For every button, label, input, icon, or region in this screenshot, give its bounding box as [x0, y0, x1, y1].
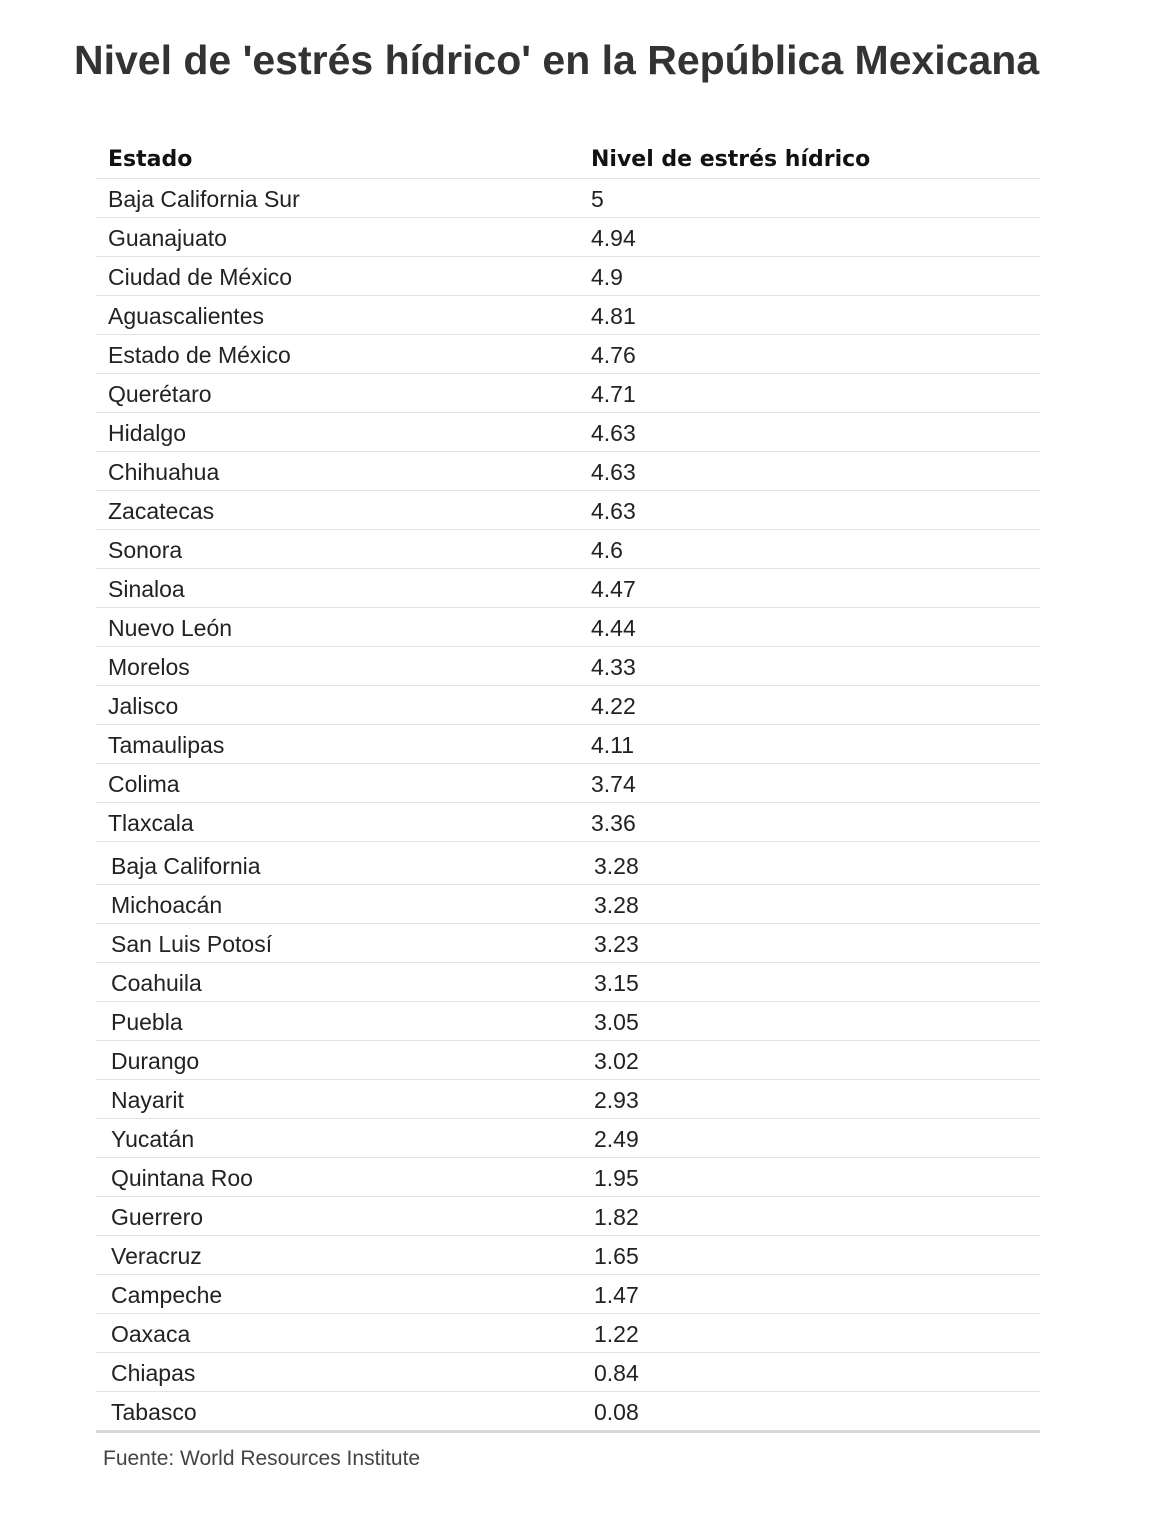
stress-level-value: 2.49 [594, 1126, 639, 1152]
table-row [96, 374, 1040, 413]
state-name: Colima [108, 771, 180, 797]
table-row [96, 1314, 1040, 1353]
state-name: Sonora [108, 537, 183, 563]
state-name: Yucatán [111, 1126, 195, 1152]
table-row [96, 413, 1040, 452]
table-row [96, 257, 1040, 296]
stress-level-value: 4.81 [591, 303, 636, 329]
stress-level-value: 4.6 [591, 537, 623, 563]
source-note: Fuente: World Resources Institute [103, 1447, 421, 1470]
table-row [96, 1158, 1040, 1197]
state-name: Tlaxcala [108, 810, 194, 836]
stress-level-value: 4.63 [591, 459, 636, 485]
state-name: Baja California [111, 853, 261, 879]
stress-level-value: 1.65 [594, 1243, 639, 1269]
table-body [96, 179, 1040, 1433]
table-row [96, 452, 1040, 491]
table-row [96, 1080, 1040, 1119]
state-name: Tamaulipas [108, 732, 225, 758]
table-row [96, 1041, 1040, 1080]
stress-level-value: 4.33 [591, 654, 636, 680]
table-row [96, 803, 1040, 842]
state-name: Tabasco [111, 1399, 197, 1425]
table-row [96, 179, 1040, 218]
table-row [96, 924, 1040, 963]
stress-level-value: 1.82 [594, 1204, 639, 1230]
state-name: Nayarit [111, 1087, 184, 1113]
table-row [96, 686, 1040, 725]
table-row [96, 608, 1040, 647]
table-row [96, 647, 1040, 686]
table-row [96, 1119, 1040, 1158]
state-name: Veracruz [111, 1243, 202, 1269]
state-name: Jalisco [108, 693, 179, 719]
table-row [96, 842, 1040, 885]
stress-level-value: 3.74 [591, 771, 636, 797]
state-name: Morelos [108, 654, 190, 680]
state-name: Coahuila [111, 970, 202, 996]
table-row [96, 1197, 1040, 1236]
state-name: Hidalgo [108, 420, 186, 446]
state-name: Estado de México [108, 342, 291, 368]
state-name: Michoacán [111, 892, 223, 918]
stress-level-value: 3.05 [594, 1009, 639, 1035]
state-name: Durango [111, 1048, 200, 1074]
stress-level-value: 5 [591, 186, 604, 212]
state-name: Guerrero [111, 1204, 204, 1230]
stress-level-value: 3.02 [594, 1048, 639, 1074]
table-row [96, 764, 1040, 803]
stress-level-value: 3.28 [594, 892, 639, 918]
table-row [96, 963, 1040, 1002]
stress-level-value: 4.94 [591, 225, 636, 251]
stress-level-value: 0.08 [594, 1399, 639, 1425]
stress-level-value: 4.47 [591, 576, 636, 602]
table-row [96, 885, 1040, 924]
page-title: Nivel de 'estrés hídrico' en la República Mexicana [74, 37, 1040, 83]
table-row [96, 569, 1040, 608]
state-name: Guanajuato [108, 225, 227, 251]
column-header-level: Nivel de estrés hídrico [591, 147, 871, 172]
stress-level-value: 4.11 [591, 732, 635, 758]
state-name: Chihuahua [108, 459, 220, 485]
table-row [96, 1002, 1040, 1041]
table-row [96, 1353, 1040, 1392]
stress-level-value: 3.15 [594, 970, 639, 996]
table-row [96, 725, 1040, 764]
table-row [96, 530, 1040, 569]
stress-level-value: 0.84 [594, 1360, 639, 1386]
table-row [96, 296, 1040, 335]
stress-level-value: 4.63 [591, 420, 636, 446]
table-row [96, 218, 1040, 257]
table-row [96, 1275, 1040, 1314]
state-name: Aguascalientes [108, 303, 264, 329]
table-header-row [96, 140, 1040, 179]
table-row [96, 1392, 1040, 1433]
table-row [96, 335, 1040, 374]
table-row [96, 491, 1040, 530]
state-name: Quintana Roo [111, 1165, 253, 1191]
state-name: Puebla [111, 1009, 183, 1035]
stress-level-value: 3.36 [591, 810, 636, 836]
state-name: Zacatecas [108, 498, 215, 524]
state-name: Oaxaca [111, 1321, 191, 1347]
stress-level-value: 4.63 [591, 498, 636, 524]
stress-level-value: 1.47 [594, 1282, 639, 1308]
stress-level-value: 4.9 [591, 264, 623, 290]
stress-level-value: 2.93 [594, 1087, 639, 1113]
stress-level-value: 4.76 [591, 342, 636, 368]
water-stress-table [96, 140, 1040, 1433]
stress-level-value: 3.23 [594, 931, 639, 957]
state-name: San Luis Potosí [111, 931, 273, 957]
state-name: Sinaloa [108, 576, 185, 602]
stress-level-value: 1.22 [594, 1321, 639, 1347]
state-name: Campeche [111, 1282, 223, 1308]
state-name: Nuevo León [108, 615, 233, 641]
column-header-state: Estado [108, 147, 193, 172]
stress-level-value: 4.44 [591, 615, 636, 641]
state-name: Baja California Sur [108, 186, 300, 212]
table-row [96, 1236, 1040, 1275]
stress-level-value: 3.28 [594, 853, 639, 879]
state-name: Ciudad de México [108, 264, 293, 290]
stress-level-value: 1.95 [594, 1165, 639, 1191]
state-name: Chiapas [111, 1360, 196, 1386]
stress-level-value: 4.22 [591, 693, 636, 719]
state-name: Querétaro [108, 381, 212, 407]
stress-level-value: 4.71 [591, 381, 636, 407]
